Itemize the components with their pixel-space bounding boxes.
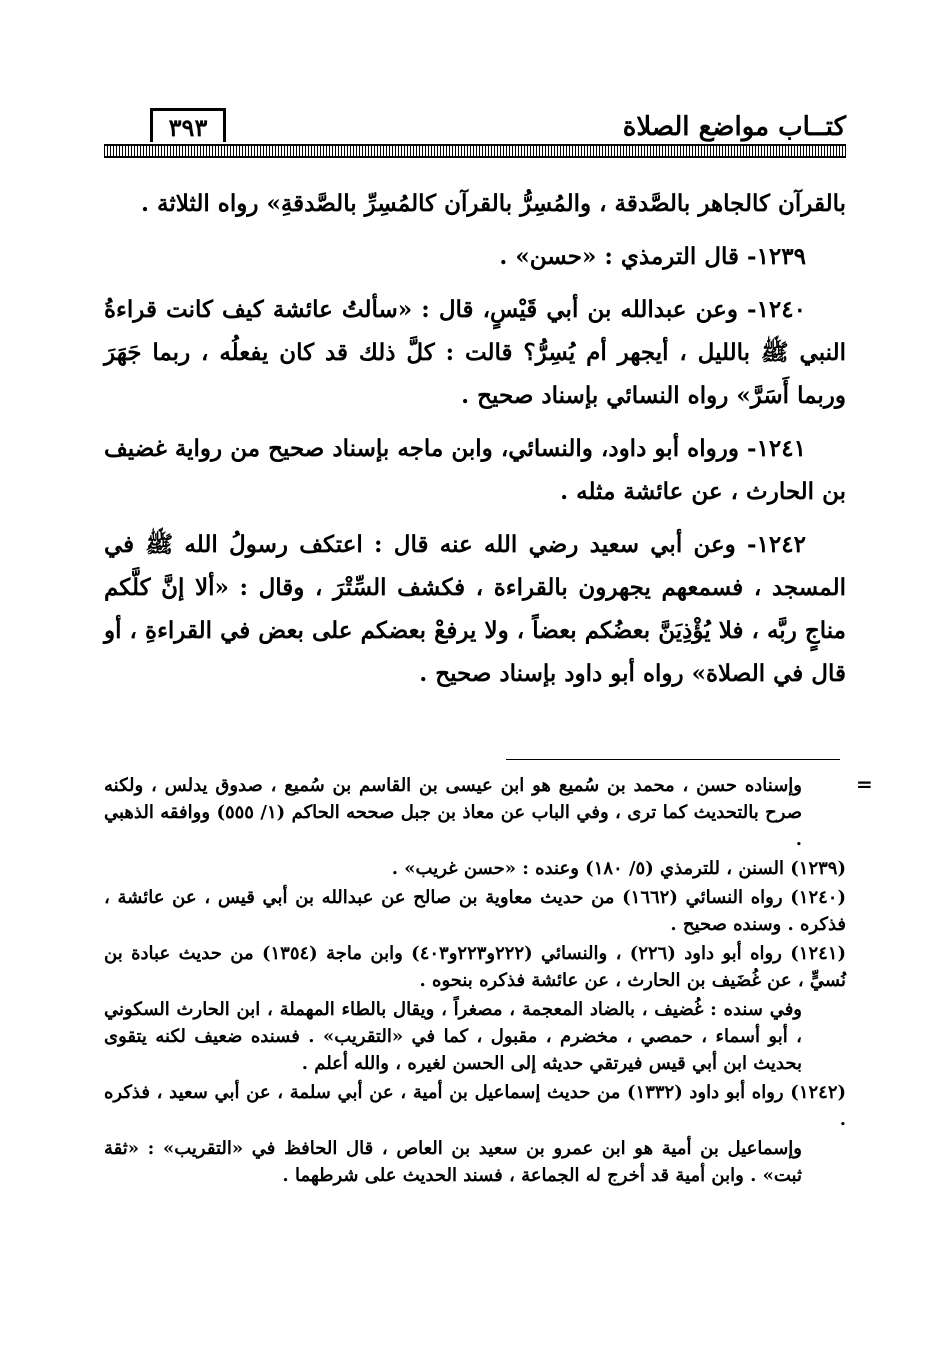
footnote-divider: [506, 759, 840, 760]
page-number: ٣٩٣: [150, 108, 226, 142]
page-header: [104, 108, 846, 160]
footnote-1242-comment: وإسماعيل بن أمية هو ابن عمرو بن سعيد بن العاص ، قال الحافظ في «التقريب» : «ثقة ثبت» . وابن أمية قد أخرج له الجماعة ، فسند الحديث على شرطهما .: [104, 1138, 802, 1186]
footnote-1241: (١٢٤١) رواه أبو داود (٢٢٦) ، والنسائي (٢٢٢و٢٢٣و٤٠٣) وابن ماجة (١٣٥٤) من حديث عبادة بن نُسيٍّ ، عن غُضَيف بن الحارث ، عن عائشة فذكره بنحوه .: [104, 943, 846, 991]
book-title: كتــاب مواضع الصلاة: [622, 112, 846, 142]
footnote-1242: (١٢٤٢) رواه أبو داود (١٣٣٢) من حديث إسماعيل بن أمية ، عن أبي سلمة ، عن أبي سعيد ، فذكره .: [104, 1082, 847, 1130]
main-text: [104, 182, 846, 705]
footnote-1241-comment: وفي سنده : غُضيف ، بالضاد المعجمة ، مصغراً ، ويقال بالطاء المهملة ، ابن الحارث السكوني ، أبو أسماء ، حمصي ، مخضرم ، مقبول ، كما في «التقريب» . فسنده ضعيف لكنه يتقوى بحديث ابن أبي قيس فيرتقي حديثه إلى الحسن لغيره ، والله أعلم .: [104, 999, 802, 1074]
paragraph-1242: ١٢٤٢- وعن أبي سعيد رضي الله عنه قال : اعتكف رسولُ الله ﷺ في المسجد ، فسمعهم يجهرون بالقراءة ، فكشف السِّتْرَ ، وقال : «ألا إنَّ كلَّكم مناجٍ ربَّه ، فلا يُؤْذِيَنَّ بعضُكم بعضاً ، ولا يرفعْ بعضكم على بعض في القراءةِ ، أو قال في الصلاة» رواه أبو داود بإسناد صحيح .: [104, 531, 846, 687]
footnote-1239: (١٢٣٩) السنن ، للترمذي (٥/ ١٨٠) وعنده : «حسن غريب» .: [391, 858, 846, 879]
paragraph-continuation: بالقرآن كالجاهر بالصَّدقة ، والمُسِرُّ بالقرآن كالمُسِرِّ بالصَّدقةِ» رواه الثلاثة .: [140, 190, 846, 217]
header-rule: [104, 144, 846, 158]
paragraph-1241: ١٢٤١- ورواه أبو داود، والنسائي، وابن ماجه بإسناد صحيح من رواية غضيف بن الحارث ، عن عائشة مثله .: [104, 435, 846, 505]
footnotes: [104, 772, 846, 1191]
paragraph-1239: ١٢٣٩- قال الترمذي : «حسن» .: [499, 243, 806, 270]
continuation-mark: =: [856, 772, 873, 796]
paragraph-1240: ١٢٤٠- وعن عبدالله بن أبي قَيْسٍ، قال : «سألتُ عائشة كيف كانت قراءةُ النبي ﷺ بالليل ، أيجهر أم يُسِرُّ؟ قالت : كلَّ ذلك قد كان يفعلُه ، ربما جَهَرَ وربما أَسَرَّ» رواه النسائي بإسناد صحيح .: [104, 296, 846, 409]
footnote-continued: وإسناده حسن ، محمد بن سُميع هو ابن عيسى بن القاسم بن سُميع ، صدوق يدلس ، ولكنه صرح بالتحديث كما ترى ، وفي الباب عن معاذ بن جبل صححه الحاكم (١/ ٥٥٥) ووافقه الذهبي .: [104, 775, 803, 850]
footnote-1240: (١٢٤٠) رواه النسائي (١٦٦٢) من حديث معاوية بن صالح عن عبدالله بن أبي قيس ، عن عائشة ، فذكره . وسنده صحيح .: [104, 887, 846, 935]
